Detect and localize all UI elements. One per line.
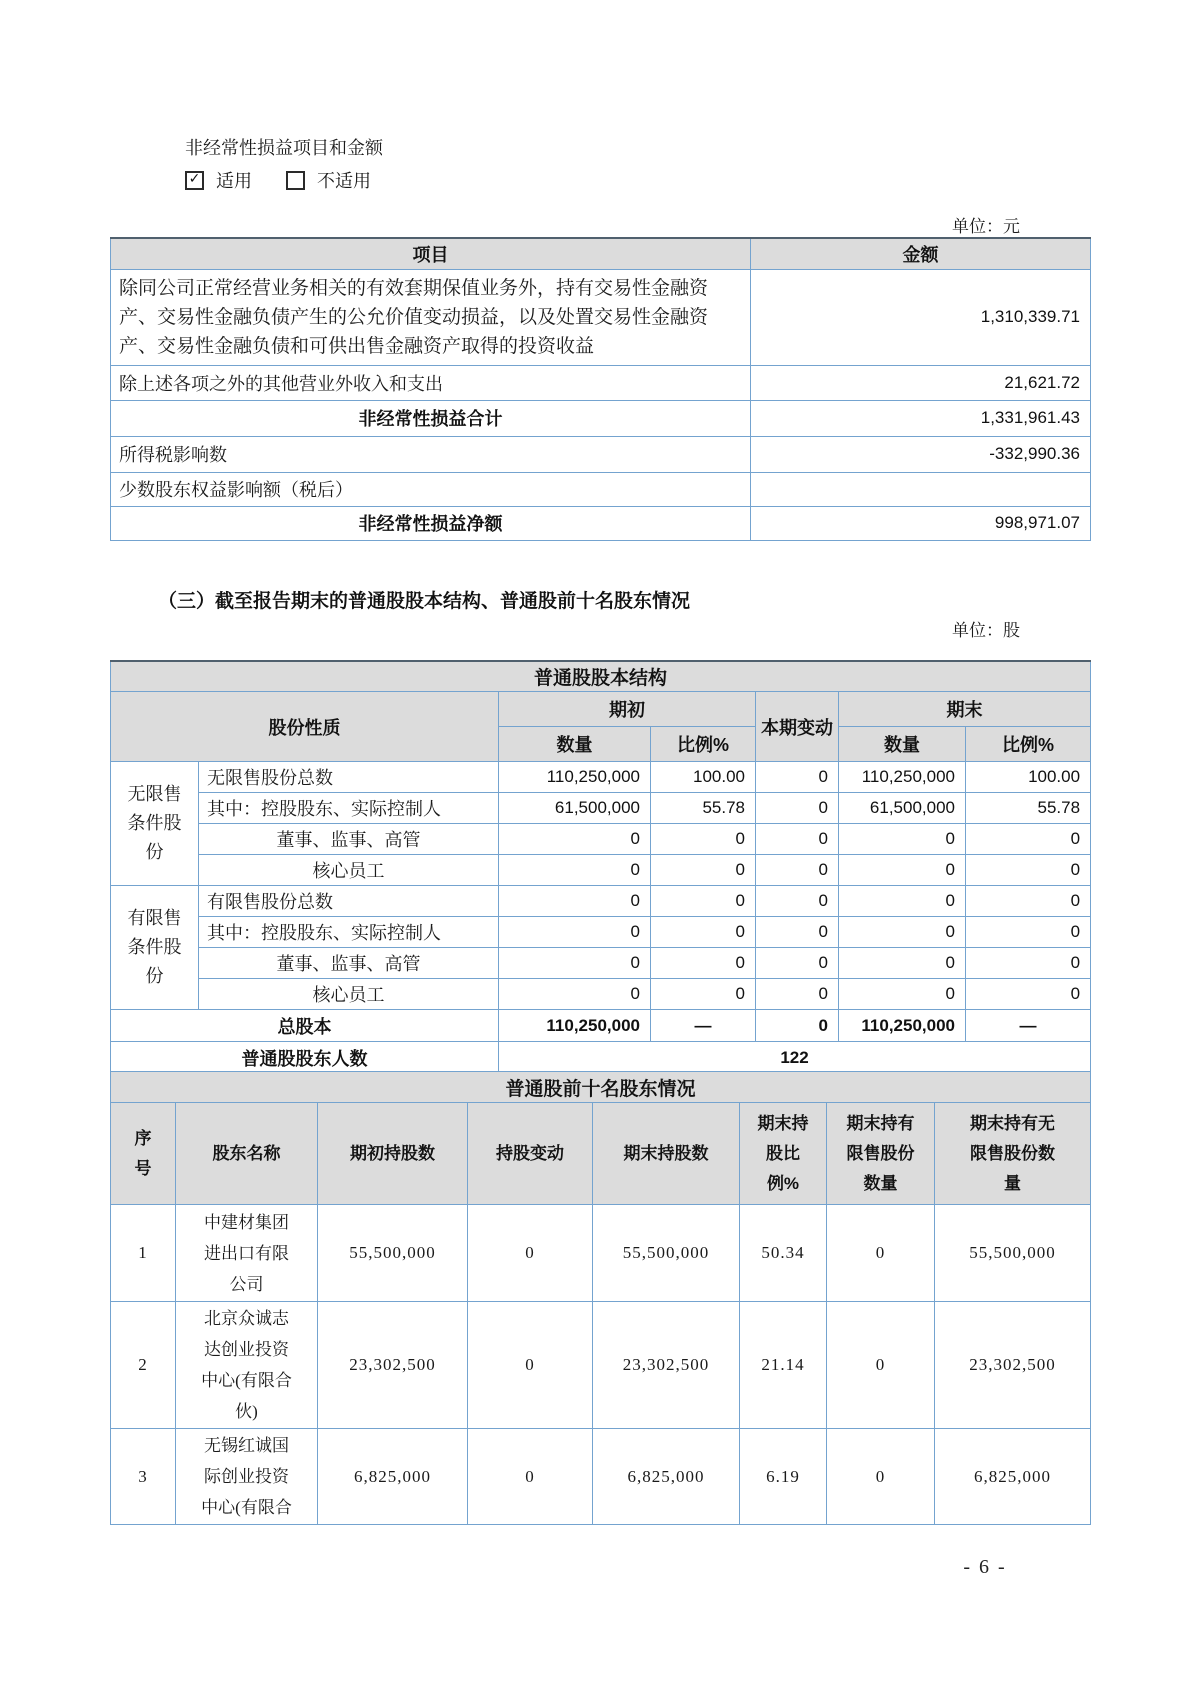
checkbox-unchecked-icon (286, 171, 305, 190)
begin-pct: 0 (651, 917, 756, 948)
begin-pct: 0 (651, 979, 756, 1010)
begin-pct: 0 (651, 948, 756, 979)
structure-row (111, 979, 1091, 1010)
row-label: 所得税影响数 (111, 436, 751, 472)
end-holding: 23,302,500 (593, 1302, 740, 1429)
shareholder-name-header: 股东名称 (176, 1103, 318, 1205)
end-pct: 0 (966, 948, 1091, 979)
total-share-label: 总股本 (111, 1010, 499, 1042)
table-header-row (111, 238, 1091, 269)
table-row (111, 269, 1091, 365)
end-restricted: 0 (827, 1302, 935, 1429)
table-row (111, 365, 1091, 400)
net-total-label: 非经常性损益净额 (111, 506, 751, 540)
change-qty: 0 (756, 948, 839, 979)
end-pct-header: 期末持股比例% (740, 1103, 827, 1205)
end-qty: 0 (839, 855, 966, 886)
nonrecurring-table (110, 237, 1091, 541)
row-label: 董事、监事、高管 (199, 824, 499, 855)
end-pct: 50.34 (740, 1205, 827, 1302)
begin-qty: 61,500,000 (499, 793, 651, 824)
change-qty: 0 (756, 917, 839, 948)
begin-qty: 0 (499, 979, 651, 1010)
begin-qty: 110,250,000 (499, 762, 651, 793)
row-label: 核心员工 (199, 979, 499, 1010)
structure-row (111, 855, 1091, 886)
change-header: 本期变动 (756, 692, 839, 762)
end-unrestricted: 6,825,000 (935, 1429, 1091, 1525)
end-pct: 100.00 (966, 762, 1091, 793)
holding-change: 0 (468, 1205, 593, 1302)
end-unrestricted: 55,500,000 (935, 1205, 1091, 1302)
end-unrestricted-header: 期末持有无限售股份数量 (935, 1103, 1091, 1205)
total-end-pct: — (966, 1010, 1091, 1042)
restricted-group-label: 有限售条件股份 (111, 886, 199, 1010)
row-amount (751, 472, 1091, 506)
beginning-header: 期初 (499, 692, 756, 727)
end-pct: 0 (966, 917, 1091, 948)
structure-header-row-1 (111, 692, 1091, 727)
holders-count-row (111, 1042, 1091, 1074)
unit-yuan-label: 单位：元 (952, 217, 1020, 236)
structure-row (111, 917, 1091, 948)
share-structure-table (110, 660, 1091, 1074)
shareholders-header-row (111, 1103, 1091, 1205)
begin-qty: 0 (499, 917, 651, 948)
row-amount: 21,621.72 (751, 365, 1091, 400)
end-pct: 0 (966, 855, 1091, 886)
seq-no: 1 (111, 1205, 176, 1302)
end-pct: 6.19 (740, 1429, 827, 1525)
table-row-subtotal (111, 400, 1091, 436)
end-pct-header: 比例% (966, 727, 1091, 762)
structure-row (111, 762, 1091, 793)
applicability-row (185, 167, 405, 193)
begin-pct: 0 (651, 886, 756, 917)
change-qty: 0 (756, 886, 839, 917)
row-label: 除上述各项之外的其他营业外收入和支出 (111, 365, 751, 400)
shareholder-row (111, 1429, 1091, 1525)
top-shareholders-table (110, 1071, 1091, 1525)
amount-column-header: 金额 (751, 238, 1091, 269)
total-change-qty: 0 (756, 1010, 839, 1042)
end-qty: 0 (839, 979, 966, 1010)
begin-qty: 0 (499, 824, 651, 855)
begin-qty: 0 (499, 886, 651, 917)
shareholder-name: 无锡红诚国际创业投资中心(有限合 (176, 1429, 318, 1525)
structure-row (111, 824, 1091, 855)
begin-holding: 6,825,000 (318, 1429, 468, 1525)
end-holding-header: 期末持股数 (593, 1103, 740, 1205)
end-pct: 21.14 (740, 1302, 827, 1429)
page-number: - 6 - (963, 1556, 1007, 1578)
row-label: 其中：控股股东、实际控制人 (199, 917, 499, 948)
subtotal-amount: 1,331,961.43 (751, 400, 1091, 436)
begin-qty: 0 (499, 948, 651, 979)
holding-change: 0 (468, 1302, 593, 1429)
item-column-header: 项目 (111, 238, 751, 269)
end-qty: 0 (839, 886, 966, 917)
row-label: 董事、监事、高管 (199, 948, 499, 979)
nonrecurring-title: 非经常性损益项目和金额 (185, 138, 383, 158)
begin-qty-header: 数量 (499, 727, 651, 762)
change-qty: 0 (756, 762, 839, 793)
holders-count-value: 122 (499, 1042, 1091, 1074)
structure-row (111, 948, 1091, 979)
change-qty: 0 (756, 979, 839, 1010)
shareholders-title: 普通股前十名股东情况 (111, 1072, 1091, 1103)
ending-header: 期末 (839, 692, 1091, 727)
seq-no: 2 (111, 1302, 176, 1429)
row-label: 少数股东权益影响额（税后） (111, 472, 751, 506)
table-row-net-total (111, 506, 1091, 540)
begin-qty: 0 (499, 855, 651, 886)
holding-change: 0 (468, 1429, 593, 1525)
end-qty: 0 (839, 948, 966, 979)
end-qty: 0 (839, 824, 966, 855)
total-begin-pct: — (651, 1010, 756, 1042)
row-amount: -332,990.36 (751, 436, 1091, 472)
row-label: 无限售股份总数 (199, 762, 499, 793)
not-applicable-label: 不适用 (317, 171, 371, 191)
end-pct: 0 (966, 824, 1091, 855)
begin-pct-header: 比例% (651, 727, 756, 762)
structure-title: 普通股股本结构 (111, 661, 1091, 692)
end-holding: 55,500,000 (593, 1205, 740, 1302)
end-holding: 6,825,000 (593, 1429, 740, 1525)
begin-pct: 100.00 (651, 762, 756, 793)
structure-title-row (111, 661, 1091, 692)
unrestricted-group-label: 无限售条件股份 (111, 762, 199, 886)
row-label: 核心员工 (199, 855, 499, 886)
change-qty: 0 (756, 793, 839, 824)
table-row (111, 472, 1091, 506)
holding-change-header: 持股变动 (468, 1103, 593, 1205)
end-pct: 0 (966, 886, 1091, 917)
shareholders-title-row (111, 1072, 1091, 1103)
end-qty: 0 (839, 917, 966, 948)
total-begin-qty: 110,250,000 (499, 1010, 651, 1042)
section-three-heading: （三）截至报告期末的普通股股本结构、普通股前十名股东情况 (158, 591, 691, 612)
shareholder-row (111, 1205, 1091, 1302)
shareholder-name: 中建材集团进出口有限公司 (176, 1205, 318, 1302)
applicable-label: 适用 (216, 171, 252, 191)
checkbox-checked-icon: ✓ (185, 171, 204, 190)
row-label: 其中：控股股东、实际控制人 (199, 793, 499, 824)
row-label: 有限售股份总数 (199, 886, 499, 917)
holders-count-label: 普通股股东人数 (111, 1042, 499, 1074)
begin-holding: 55,500,000 (318, 1205, 468, 1302)
begin-holding-header: 期初持股数 (318, 1103, 468, 1205)
end-restricted: 0 (827, 1205, 935, 1302)
shareholder-row (111, 1302, 1091, 1429)
table-row (111, 436, 1091, 472)
subtotal-label: 非经常性损益合计 (111, 400, 751, 436)
end-restricted: 0 (827, 1429, 935, 1525)
unit-share-label: 单位：股 (952, 621, 1020, 640)
seq-header: 序号 (111, 1103, 176, 1205)
row-label: 除同公司正常经营业务相关的有效套期保值业务外，持有交易性金融资产、交易性金融负债产生的公允价值变动损益，以及处置交易性金融资产、交易性金融负债和可供出售金融资产取得的投资收益 (111, 269, 751, 365)
change-qty: 0 (756, 855, 839, 886)
end-qty: 61,500,000 (839, 793, 966, 824)
begin-pct: 0 (651, 855, 756, 886)
nature-header: 股份性质 (111, 692, 499, 762)
net-total-amount: 998,971.07 (751, 506, 1091, 540)
structure-row (111, 793, 1091, 824)
begin-pct: 0 (651, 824, 756, 855)
end-restricted-header: 期末持有限售股份数量 (827, 1103, 935, 1205)
end-qty-header: 数量 (839, 727, 966, 762)
change-qty: 0 (756, 824, 839, 855)
end-pct: 55.78 (966, 793, 1091, 824)
total-share-row (111, 1010, 1091, 1042)
shareholder-name: 北京众诚志达创业投资中心(有限合伙) (176, 1302, 318, 1429)
seq-no: 3 (111, 1429, 176, 1525)
end-pct: 0 (966, 979, 1091, 1010)
end-qty: 110,250,000 (839, 762, 966, 793)
begin-holding: 23,302,500 (318, 1302, 468, 1429)
begin-pct: 55.78 (651, 793, 756, 824)
row-amount: 1,310,339.71 (751, 269, 1091, 365)
structure-row (111, 886, 1091, 917)
end-unrestricted: 23,302,500 (935, 1302, 1091, 1429)
total-end-qty: 110,250,000 (839, 1010, 966, 1042)
